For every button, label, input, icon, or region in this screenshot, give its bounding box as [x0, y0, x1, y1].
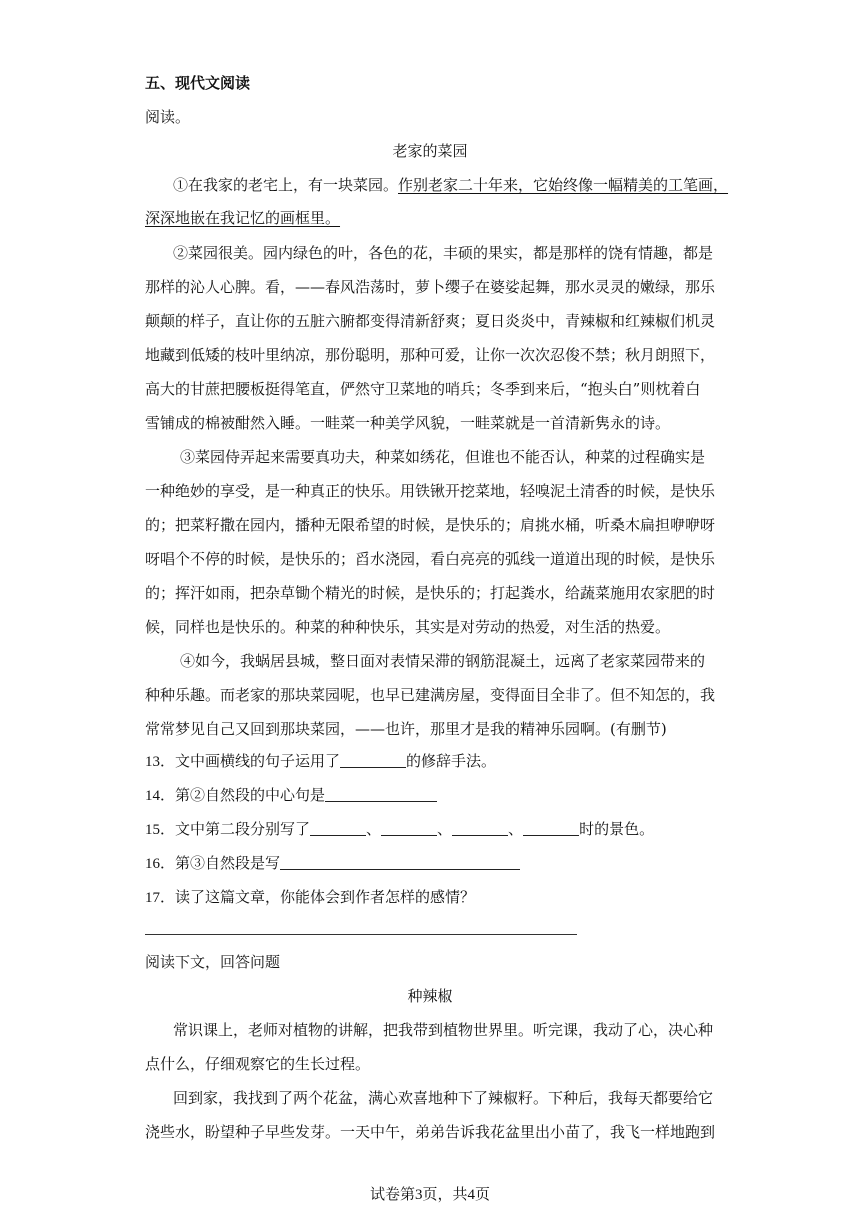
- paragraph-4-line: 常常梦见自己又回到那块菜园，——也许，那里才是我的精神乐园啊。(有删节): [145, 720, 667, 738]
- article-2-line: 点什么，仔细观察它的生长过程。: [145, 1055, 371, 1073]
- paragraph-4-line: 种种乐趣。而老家的那块菜园呢，也早已建满房屋，变得面目全非了。但不知怎的，我: [145, 686, 716, 704]
- answer-blank[interactable]: [310, 820, 366, 836]
- paragraph-3-line: 呀唱个不停的时候，是快乐的；舀水浇园，看白亮亮的弧线一道道出现的时候，是快乐: [145, 550, 716, 568]
- question-14-text: 14．第②自然段的中心句是: [145, 788, 326, 804]
- question-15: [145, 820, 654, 840]
- question-16: [145, 854, 520, 874]
- underlined-sentence: 作别老家二十年来，它始终像一幅精美的工笔画，: [398, 176, 729, 194]
- paragraph-2-line: 地藏到低矮的枝叶里纳凉，那份聪明，那种可爱，让你一次次忍俊不禁；秋月朗照下，: [145, 346, 716, 364]
- question-13-suffix: 的修辞手法。: [406, 754, 497, 770]
- paragraph-2-line: 颠颠的样子，直让你的五脏六腑都变得清新舒爽；夏日炎炎中，青辣椒和红辣椒们机灵: [145, 312, 716, 330]
- separator: 、: [366, 822, 382, 838]
- article-2-line: 回到家，我找到了两个花盆，满心欢喜地种下了辣椒籽。下种后，我每天都要给它: [173, 1089, 714, 1107]
- question-15-text: 15．文中第二段分别写了: [145, 822, 311, 838]
- section-title: 五、现代文阅读: [145, 74, 251, 92]
- paragraph-2-line: ②菜园很美。园内绿色的叶，各色的花，丰硕的果实，都是那样的饶有情趣，都是: [173, 244, 714, 262]
- paragraph-2-line: 高大的甘蔗把腰板挺得笔直，俨然守卫菜地的哨兵；冬季到来后，“抱头白”则枕着白: [145, 380, 701, 398]
- answer-blank[interactable]: [325, 786, 437, 802]
- paragraph-1-line-1: [173, 175, 728, 195]
- article-2-line: 常识课上，老师对植物的讲解，把我带到植物世界里。听完课，我动了心，决心种: [173, 1021, 714, 1039]
- article-2-line: 浇些水，盼望种子早些发芽。一天中午，弟弟告诉我花盆里出小苗了，我飞一样地跑到: [145, 1123, 716, 1141]
- paragraph-1-line-2: [145, 208, 340, 228]
- underlined-sentence-end: 深深地嵌在我记忆的画框里。: [145, 209, 341, 227]
- paragraph-3-line: 一种绝妙的享受，是一种真正的快乐。用铁锹开挖菜地，轻嗅泥土清香的时候，是快乐: [145, 482, 716, 500]
- answer-line[interactable]: [145, 934, 577, 935]
- paragraph-3-line: 的；挥汗如雨，把杂草锄个精光的时候，是快乐的；打起粪水，给蔬菜施用农家肥的时: [145, 584, 716, 602]
- separator: 、: [437, 822, 453, 838]
- question-16-text: 16．第③自然段是写: [145, 856, 281, 872]
- paragraph-1-lead: ①在我家的老宅上，有一块菜园。: [173, 176, 399, 194]
- instruction: 阅读。: [145, 108, 191, 126]
- answer-blank[interactable]: [523, 820, 579, 836]
- answer-blank[interactable]: [381, 820, 437, 836]
- article-2-title: 种辣椒: [407, 987, 453, 1005]
- question-13-text: 13．文中画横线的句子运用了: [145, 754, 341, 770]
- paragraph-3-line: 的；把菜籽撒在园内，播种无限希望的时候，是快乐的；肩挑水桶，听桑木扁担咿咿呀: [145, 516, 716, 534]
- paragraph-4-line: ④如今，我蜗居县城，整日面对表情呆滞的钢筋混凝土，远离了老家菜园带来的: [180, 652, 706, 670]
- question-15-suffix: 时的景色。: [579, 822, 655, 838]
- paragraph-3-line: 候，同样也是快乐的。种菜的种种快乐，其实是对劳动的热爱，对生活的热爱。: [145, 618, 671, 636]
- paragraph-3-line: ③菜园侍弄起来需要真功夫，种菜如绣花，但谁也不能否认，种菜的过程确实是: [180, 448, 706, 466]
- article-title: 老家的菜园: [392, 142, 468, 160]
- page-footer: 试卷第3页，共4页: [369, 1187, 490, 1203]
- paragraph-2-line: 雪铺成的棉被酣然入睡。一畦菜一种美学风貌，一畦菜就是一首清新隽永的诗。: [145, 414, 671, 432]
- paragraph-2-line: 那样的沁人心脾。看，——春风浩荡时，萝卜缨子在婆娑起舞，那水灵灵的嫩绿，那乐: [145, 278, 716, 296]
- instruction-2: 阅读下文，回答问题: [145, 953, 281, 971]
- answer-blank[interactable]: [452, 820, 508, 836]
- question-17: 17．读了这篇文章，你能体会到作者怎样的感情？: [145, 890, 476, 906]
- question-14: [145, 786, 437, 806]
- separator: 、: [508, 822, 524, 838]
- answer-blank[interactable]: [280, 854, 520, 870]
- answer-blank[interactable]: [340, 752, 406, 768]
- question-13: [145, 752, 496, 772]
